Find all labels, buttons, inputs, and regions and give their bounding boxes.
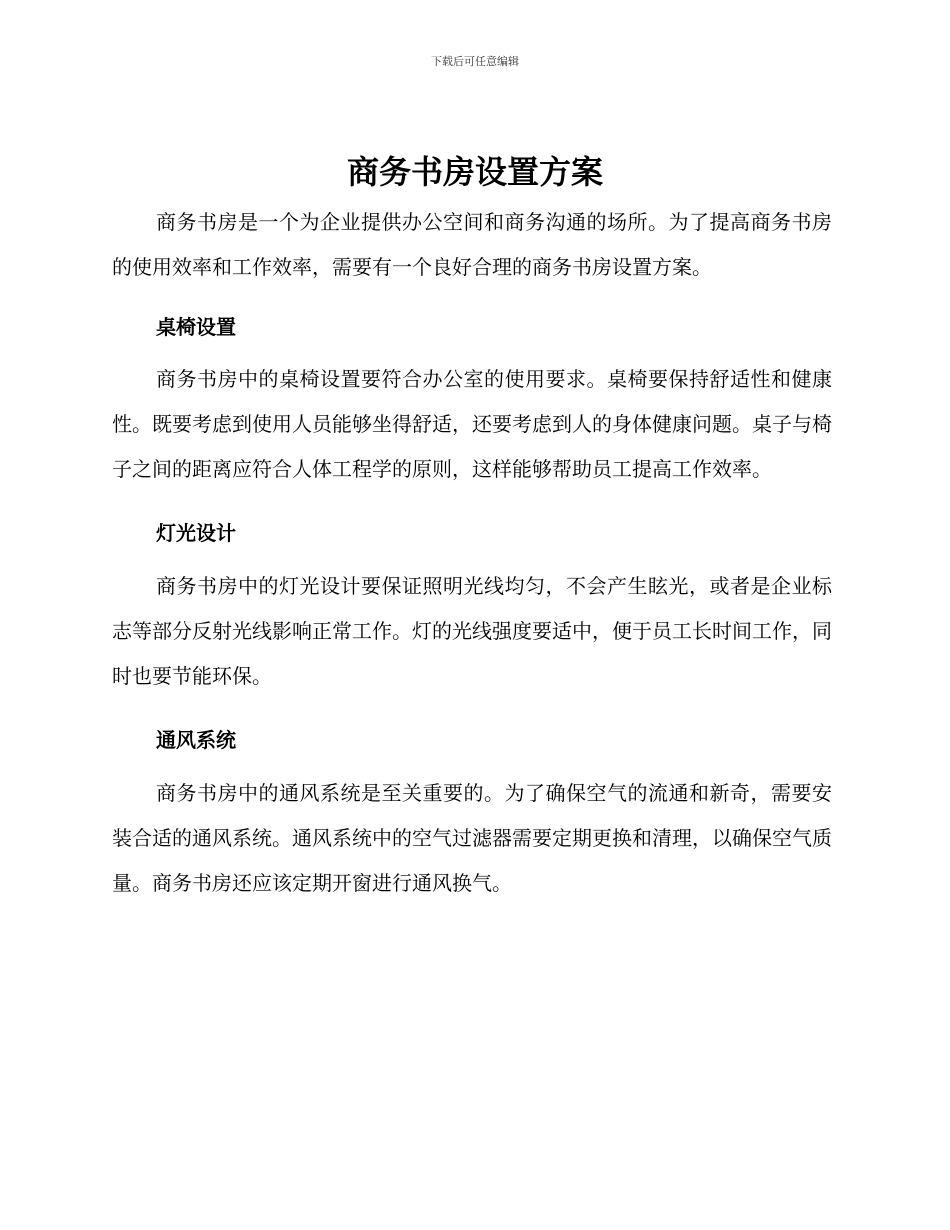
section-heading-lighting: 灯光设计 xyxy=(156,521,236,545)
document-title: 商务书房设置方案 xyxy=(346,153,603,191)
section-paragraph-desk-chairs: 商务书房中的桌椅设置要符合办公室的使用要求。桌椅要保持舒适性和健康性。既要考虑到使用人员能够坐得舒适，还要考虑到人的身体健康问题。桌子与椅子之间的距离应符合人体工程学的原则，这样能够帮助员工提高工作效率。 xyxy=(112,367,832,481)
page-header-note: 下载后可任意编辑 xyxy=(431,55,519,68)
section-paragraph-lighting: 商务书房中的灯光设计要保证照明光线均匀，不会产生眩光，或者是企业标志等部分反射光线影响正常工作。灯的光线强度要适中，便于员工长时间工作，同时也要节能环保。 xyxy=(112,574,832,688)
section-paragraph-ventilation: 商务书房中的通风系统是至关重要的。为了确保空气的流通和新奇，需要安装合适的通风系统。通风系统中的空气过滤器需要定期更换和清理，以确保空气质量。商务书房还应该定期开窗进行通风换气。 xyxy=(112,781,832,895)
intro-paragraph: 商务书房是一个为企业提供办公空间和商务沟通的场所。为了提高商务书房的使用效率和工作效率，需要有一个良好合理的商务书房设置方案。 xyxy=(112,210,832,279)
section-heading-ventilation: 通风系统 xyxy=(156,728,236,752)
document-body xyxy=(112,200,832,906)
section-heading-desk-chairs: 桌椅设置 xyxy=(156,315,236,339)
